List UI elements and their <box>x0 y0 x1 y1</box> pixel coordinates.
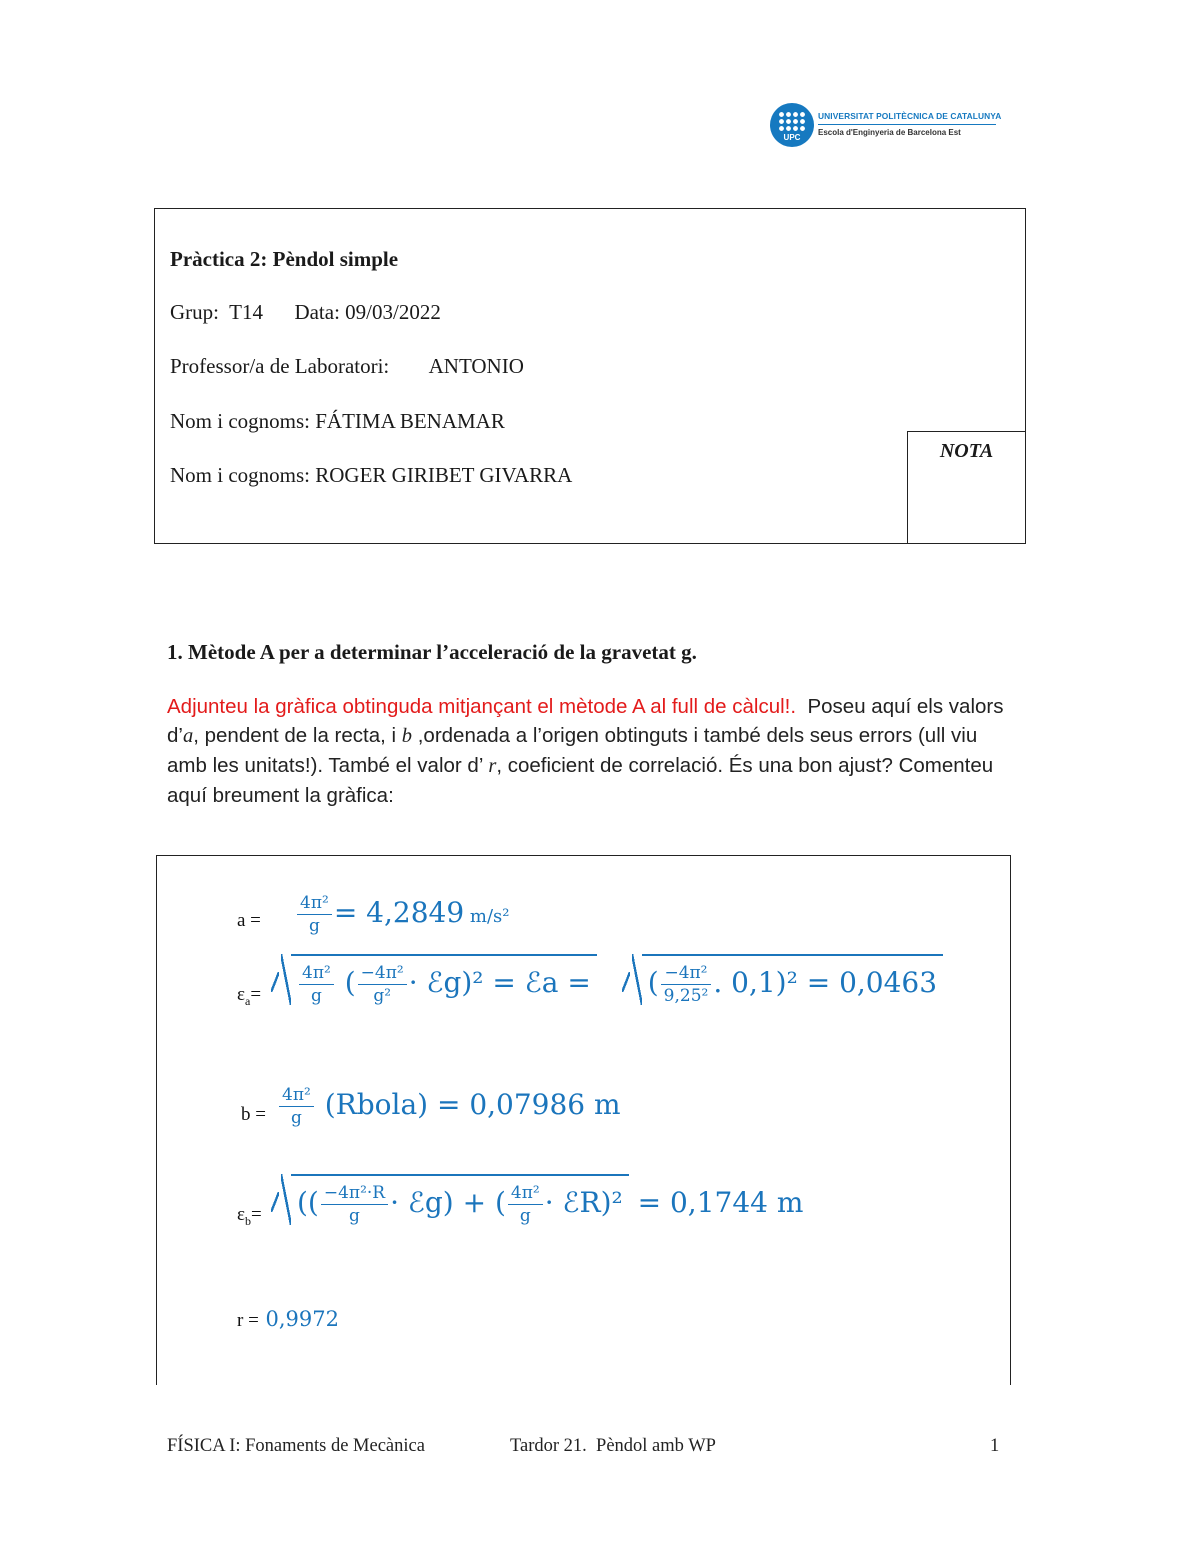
grade-box <box>907 431 1026 544</box>
instructions-paragraph: Adjunteu la gràfica obtinguda mitjançant el mètode A al full de càlcul!. Poseu aquí els valors d’a, pendent de la recta, i b ,ordenada a l’origen obtinguts i també dels seus errors (ull viu amb les unitats!). També el valor d’ r, coeficient de correlació. És una bon ajust? Comenteu aquí breument la gràfica: <box>167 695 1010 807</box>
ea-sqrt-2: ( $\frac{\text{−4π²}}{\text{9,25²}}$ . 0,1)² = 0,0463 <box>642 954 943 1007</box>
a-equation <box>295 892 509 937</box>
footer-page-number: 1 <box>990 1436 1000 1456</box>
footer-title: Tardor 21. Pèndol amb WP <box>510 1436 716 1456</box>
a-unit: m/s² <box>464 906 510 927</box>
b-equation: $\frac{\text{4π²}}{g}$ (Rbola) = 0,07986 m <box>277 1084 621 1129</box>
b-label: b = <box>241 1104 266 1125</box>
eb-sqrt: (( $\frac{\text{−4π²·R}}{g}$ · ℰg) + ( $\frac{\text{4π²}}{g}$ · ℰR)² <box>291 1174 629 1227</box>
ea-value: . 0,1)² = 0,0463 <box>713 966 938 999</box>
a-value: = 4,2849 <box>333 896 465 929</box>
upc-logo <box>770 103 1010 151</box>
instruction-highlight: Adjunteu la gràfica obtinguda mitjançant el mètode A al full de càlcul!. <box>167 695 797 718</box>
grade-label: NOTA <box>939 440 994 462</box>
answer-box <box>156 855 1011 1385</box>
r-value: 0,9972 <box>258 1307 339 1331</box>
logo-university-name: UNIVERSITAT POLITÈCNICA DE CATALUNYA <box>818 111 1002 121</box>
eb-label: $\varepsilon_b=$ <box>237 1204 262 1228</box>
b-value: (Rbola) = 0,07986 m <box>315 1088 621 1121</box>
a-label: a = <box>237 910 261 931</box>
student-2-name: Nom i cognoms: ROGER GIRIBET GIVARRA <box>170 463 573 487</box>
ea-label: $\varepsilon_a=$ <box>237 984 262 1008</box>
professor-name: ANTONIO <box>428 354 524 378</box>
eb-equation <box>269 1174 803 1227</box>
professor-label: Professor/a de Laboratori: <box>170 354 390 378</box>
footer-course: FÍSICA I: Fonaments de Mecànica <box>167 1436 425 1456</box>
group-date-line: Grup: T14 Data: 09/03/2022 <box>170 300 441 324</box>
practice-title: Pràctica 2: Pèndol simple <box>170 247 399 271</box>
a-fraction: $\frac{\text{4π²}}{g}$ <box>297 892 332 937</box>
ea-equation <box>269 954 943 1007</box>
ea-sqrt-1: $\frac{\text{4π²}}{g}$ ( $\frac{\text{−4π²}}{\text{g²}}$ · ℰg)² = ℰa = <box>291 954 597 1007</box>
logo-acronym: UPC <box>783 133 801 142</box>
header-box <box>154 208 1026 544</box>
professor-line <box>170 354 524 379</box>
eb-value: = 0,1744 m <box>628 1186 804 1219</box>
section-title: 1. Mètode A per a determinar l’acceleració de la gravetat g. <box>167 640 697 664</box>
logo-school-name: Escola d'Enginyeria de Barcelona Est <box>818 128 961 137</box>
student-1-name: Nom i cognoms: FÁTIMA BENAMAR <box>170 409 505 433</box>
r-label: r = 0,9972 <box>237 1307 339 1331</box>
logo-divider <box>818 124 996 125</box>
upc-emblem-icon <box>770 103 814 147</box>
